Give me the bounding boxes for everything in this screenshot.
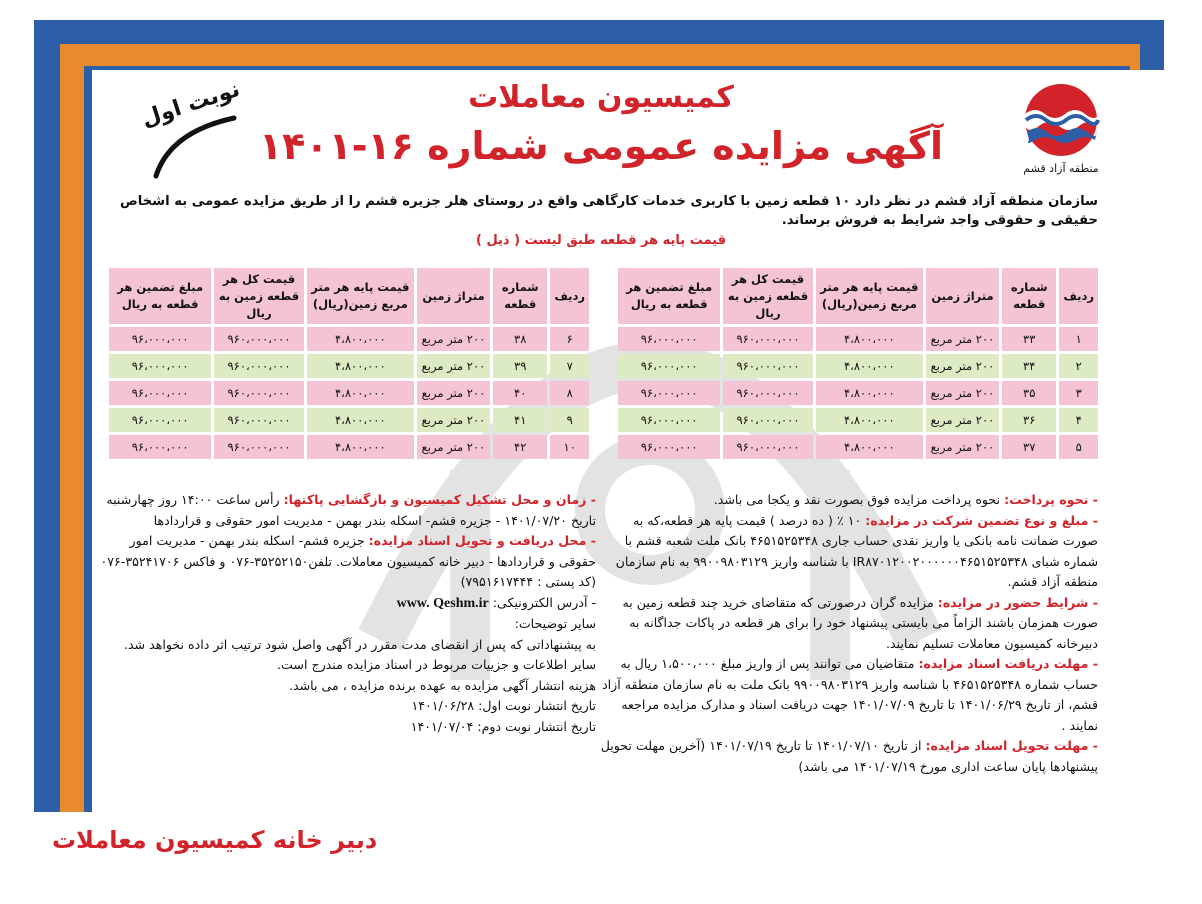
attendance-paragraph [598,593,1098,655]
cell: ۹ [550,408,589,432]
cell: ۹۶،۰۰۰،۰۰۰ [109,408,211,432]
cell: ۳۹ [493,354,547,378]
cell: ۲ [1059,354,1098,378]
cell: ۹۶،۰۰۰،۰۰۰ [618,435,720,459]
doc-delivery-label: - مهلت تحویل اسناد مزایده: [925,738,1098,753]
doc-location-paragraph [96,531,596,593]
opening-time-label: - زمان و محل تشکیل کمیسیون و بازگشایی پاکتها: [283,492,596,507]
payment-method-label: - نحوه پرداخت: [1004,492,1098,507]
first-publication-date: تاریخ انتشار نوبت اول: ۱۴۰۱/۰۶/۲۸ [411,698,596,713]
cell: ۹۶۰،۰۰۰،۰۰۰ [723,435,812,459]
cell: ۸ [550,381,589,405]
cell: ۲۰۰ متر مربع [926,327,999,351]
cell: ۹۶،۰۰۰،۰۰۰ [618,354,720,378]
cell: ۹۶۰،۰۰۰،۰۰۰ [723,354,812,378]
edition-arc-icon [150,112,240,182]
payment-method-paragraph [598,490,1098,511]
late-bids-note: به پیشنهاداتی که پس از انقضای مدت مقرر در آگهی واصل شود ترتیب اثر داده نخواهد شد. [123,636,596,652]
website-link[interactable]: www. Qeshm.ir [396,595,489,611]
doc-receipt-paragraph [598,654,1098,736]
table-row [109,435,589,459]
col-header-base-price: قیمت پایه هر متر مربع زمین(ریال) [307,268,414,324]
guarantee-label: - مبلغ و نوع تضمین شرکت در مزایده: [865,512,1098,528]
table-row [109,354,589,378]
cell: ۴،۸۰۰،۰۰۰ [307,435,414,459]
payment-method-text: نحوه پرداخت مزایده فوق بصورت نقد و یکجا می باشد. [713,492,1005,507]
cell: ۲۰۰ متر مربع [417,354,490,378]
cell: ۲۰۰ متر مربع [926,408,999,432]
price-list-subtitle: قیمت پایه هر قطعه طبق لیست ( ذیل ) [475,233,726,248]
doc-receipt-text: متقاضیان می توانند پس از واریز مبلغ ۱،۵۰۰،۰۰۰ ریال به حساب شماره ۴۶۵۱۵۲۵۳۴۸ با شناسه واریز ۹۹۰۰۹۸۰۳۱۲۹ بانک ملت به نام سازمان منطقه آزاد قشم، از تاریخ ۱۴۰۱/۰۶/۲۹ تا تاریخ ۱۴۰۱/۰۷/۰۹ جهت دریافت اسناد و مدارک مزایده مراجعه نمایند . [602,656,1098,733]
col-header-lot: شماره قطعه [493,268,547,324]
cell: ۳۶ [1002,408,1056,432]
cell: ۴،۸۰۰،۰۰۰ [307,408,414,432]
opening-time-paragraph [96,490,596,531]
cell: ۹۶۰،۰۰۰،۰۰۰ [723,327,812,351]
ad-cost-note: هزینه انتشار آگهی مزایده به عهده برنده مزایده ، می باشد. [288,677,596,693]
opening-time-text: رأس ساعت ۱۴:۰۰ روز چهارشنبه تاریخ ۱۴۰۱/۰۷/۲۰ - جزیره قشم- اسکله بندر بهمن - مدیریت امور حقوقی و قراردادها [106,492,596,528]
cell: ۹۶،۰۰۰،۰۰۰ [109,435,211,459]
col-header-guarantee: مبلغ تضمین هر قطعه به ریال [109,268,211,324]
cell: ۲۰۰ متر مربع [417,408,490,432]
cell: ۳۵ [1002,381,1056,405]
table-row [618,408,1098,432]
cell: ۴،۸۰۰،۰۰۰ [307,381,414,405]
doc-delivery-paragraph [598,736,1098,777]
edition-badge: نوبت اول [138,76,243,133]
table-row [618,327,1098,351]
cell: ۴۲ [493,435,547,459]
details-note: سایر اطلاعات و جزییات مربوط در اسناد مزایده مندرج است. [277,657,596,672]
cell: ۳ [1059,381,1098,405]
cell: ۲۰۰ متر مربع [417,327,490,351]
col-header-guarantee: مبلغ تضمین هر قطعه به ریال [618,268,720,324]
cell: ۴،۸۰۰،۰۰۰ [307,327,414,351]
col-header-area: متراژ زمین [926,268,999,324]
table-row [618,381,1098,405]
other-notes-heading: سایر توضیحات: [514,616,596,631]
page-title: کمیسیون معاملات [468,80,734,115]
cell: ۴،۸۰۰،۰۰۰ [816,408,923,432]
lots-table-left [106,265,592,462]
lots-table-right [615,265,1101,462]
col-header-area: متراژ زمین [417,268,490,324]
cell: ۲۰۰ متر مربع [926,381,999,405]
cell: ۴ [1059,408,1098,432]
cell: ۴۱ [493,408,547,432]
logo-caption: منطقه آزاد قشم [1023,162,1099,175]
cell: ۴،۸۰۰،۰۰۰ [816,354,923,378]
col-header-total-price: قیمت کل هر قطعه زمین به ریال [723,268,812,324]
cell: ۱۰ [550,435,589,459]
cell: ۳۸ [493,327,547,351]
cell: ۲۰۰ متر مربع [926,354,999,378]
cell: ۹۶،۰۰۰،۰۰۰ [109,354,211,378]
table-row [109,327,589,351]
cell: ۱ [1059,327,1098,351]
cell: ۹۶،۰۰۰،۰۰۰ [109,381,211,405]
terms-column-right [598,490,1098,777]
guarantee-text: ۱۰ ٪ ( ده درصد ) قیمت پایه هر قطعه،که به صورت ضمانت نامه بانکی یا واریز نقدی حساب جاری ۴۶۵۱۵۲۵۳۴۸ بانک ملت شعبه قشم با شماره شبای IR۸۷۰۱۲۰۰۲۰۰۰۰۰۰۴۶۵۱۵۲۵۳۴۸ با شناسه واریز ۹۹۰۰۹۸۰۳۱۲۹ به نام سازمان منطقه آزاد قشم. [615,512,1098,589]
cell: ۹۶،۰۰۰،۰۰۰ [618,327,720,351]
table-row [618,435,1098,459]
website-label: - آدرس الکترونیکی: [492,594,596,610]
cell: ۲۰۰ متر مربع [926,435,999,459]
attendance-label: - شرایط حضور در مزایده: [937,594,1098,610]
col-header-base-price: قیمت پایه هر متر مربع زمین(ریال) [816,268,923,324]
cell: ۳۴ [1002,354,1056,378]
guarantee-paragraph [598,511,1098,593]
cell: ۴،۸۰۰،۰۰۰ [307,354,414,378]
table-row [618,354,1098,378]
website-paragraph [96,593,596,615]
attendance-text: مزایده گران درصورتی که متقاضای خرید چند قطعه زمین به صورت همزمان باشند الزاماً می بایستی پیشنهاد خود را برای هر قطعه در پاکات جداگانه به دبیرخانه کمیسیون معاملات تسلیم نمایند. [622,594,1098,651]
cell: ۹۶۰،۰۰۰،۰۰۰ [214,435,303,459]
cell: ۹۶۰،۰۰۰،۰۰۰ [214,354,303,378]
cell: ۲۰۰ متر مربع [417,381,490,405]
cell: ۷ [550,354,589,378]
cell: ۳۷ [1002,435,1056,459]
terms-column-left [96,490,596,737]
cell: ۴،۸۰۰،۰۰۰ [816,327,923,351]
cell: ۶ [550,327,589,351]
footer-signature: دبیر خانه کمیسیون معاملات [52,826,378,854]
cell: ۹۶،۰۰۰،۰۰۰ [618,408,720,432]
cell: ۵ [1059,435,1098,459]
cell: ۹۶۰،۰۰۰،۰۰۰ [214,408,303,432]
cell: ۴۰ [493,381,547,405]
cell: ۴،۸۰۰،۰۰۰ [816,381,923,405]
col-header-row: ردیف [550,268,589,324]
col-header-lot: شماره قطعه [1002,268,1056,324]
col-header-total-price: قیمت کل هر قطعه زمین به ریال [214,268,303,324]
doc-location-text: جزیره قشم- اسکله بندر بهمن - مدیریت امور حقوقی و قراردادها - دبیر خانه کمیسیون معاملات. تلفن۳۵۲۵۲۱۵۰-۰۷۶ و فاکس ۳۵۲۴۱۷۰۶-۰۷۶ (کد پستی : ۷۹۵۱۶۱۷۴۴۴) [100,533,596,589]
cell: ۹۶،۰۰۰،۰۰۰ [618,381,720,405]
second-publication-date: تاریخ انتشار نوبت دوم: ۱۴۰۱/۰۷/۰۴ [410,718,596,734]
cell: ۹۶،۰۰۰،۰۰۰ [109,327,211,351]
table-row [109,381,589,405]
col-header-row: ردیف [1059,268,1098,324]
cell: ۲۰۰ متر مربع [417,435,490,459]
cell: ۹۶۰،۰۰۰،۰۰۰ [723,408,812,432]
cell: ۹۶۰،۰۰۰،۰۰۰ [214,327,303,351]
cell: ۹۶۰،۰۰۰،۰۰۰ [214,381,303,405]
doc-delivery-text: از تاریخ ۱۴۰۱/۰۷/۱۰ تا تاریخ ۱۴۰۱/۰۷/۱۹ (آخرین مهلت تحویل پیشنهادها پایان ساعت اداری مورخ ۱۴۰۱/۰۷/۱۹ می باشد) [600,738,1098,774]
doc-location-label: - محل دریافت و تحویل اسناد مزایده: [368,533,596,548]
cell: ۴،۸۰۰،۰۰۰ [816,435,923,459]
intro-paragraph: سازمان منطقه آزاد قشم در نظر دارد ۱۰ قطعه زمین با کاربری خدمات کارگاهی واقع در روستای هلر جزیره قشم را از طریق مزایده عمومی به اشخاص حقیقی و حقوقی واجد شرایط به فروش برساند. [119,194,1098,228]
page-subtitle: آگهی مزایده عمومی شماره ۱۶-۱۴۰۱ [258,124,944,168]
table-row [109,408,589,432]
cell: ۹۶۰،۰۰۰،۰۰۰ [723,381,812,405]
doc-receipt-label: - مهلت دریافت اسناد مزایده: [918,656,1098,671]
cell: ۳۳ [1002,327,1056,351]
